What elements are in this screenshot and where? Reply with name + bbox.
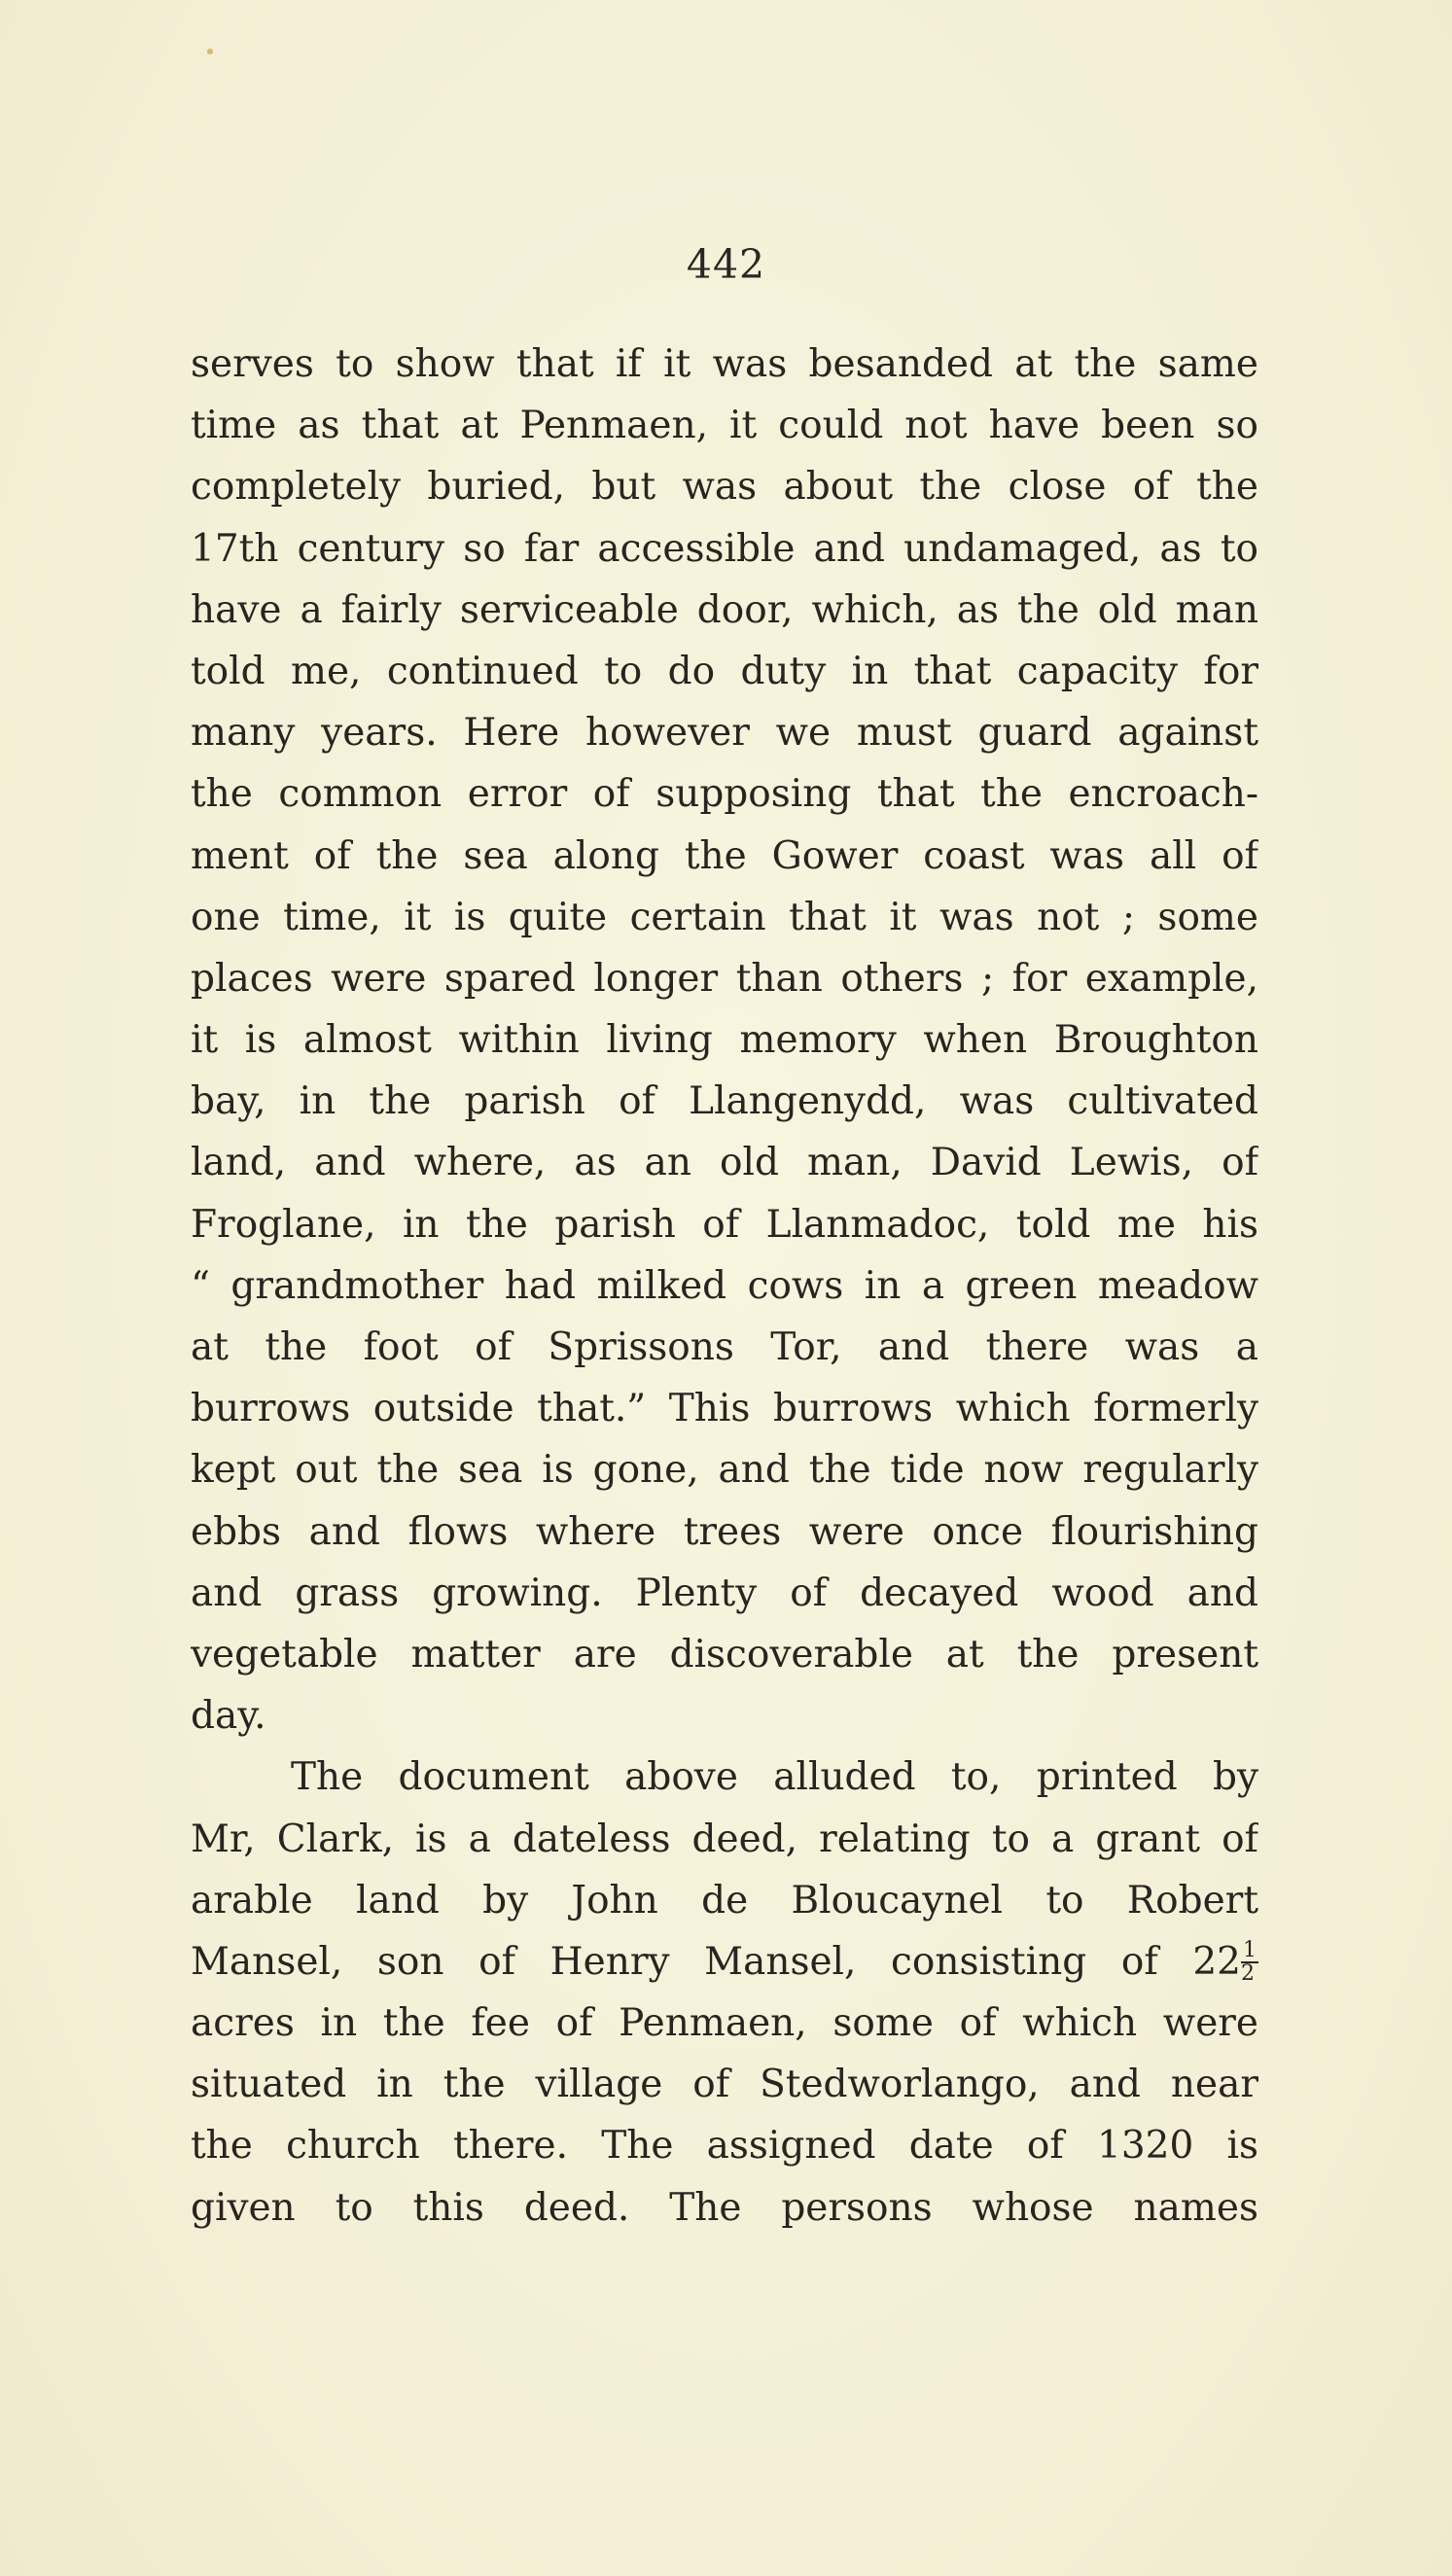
text-line-paragraph-end: day. — [191, 1694, 266, 1739]
text-line: given to this deed. The persons whose names — [191, 2185, 1258, 2230]
text-line: at the foot of Sprissons Tor, and there was a — [191, 1325, 1258, 1369]
fraction-denominator: 2 — [1241, 1960, 1255, 1986]
text-line: places were spared longer than others ; for example, — [191, 956, 1258, 1001]
text-line: vegetable matter are discoverable at the present — [191, 1632, 1258, 1676]
text-line: Mr, Clark, is a dateless deed, relating to a grant of — [191, 1817, 1258, 1861]
text-line: Froglane, in the parish of Llanmadoc, told me his — [191, 1202, 1258, 1247]
text-line: burrows outside that.” This burrows which formerly — [191, 1387, 1258, 1431]
text-line-paragraph-start: The document above alluded to, printed by — [291, 1755, 1258, 1800]
page-number: 442 — [686, 241, 766, 288]
text-line: ment of the sea along the Gower coast was all of — [191, 833, 1258, 878]
text-line: time as that at Penmaen, it could not have been so — [191, 404, 1258, 448]
text-line: the common error of supposing that the encroach- — [191, 772, 1258, 817]
text-line: have a fairly serviceable door, which, as the old man — [191, 587, 1258, 632]
text-line: told me, continued to do duty in that capacity for — [191, 649, 1258, 693]
text-line: one time, it is quite certain that it was not ; some — [191, 895, 1258, 939]
text-line-with-fraction — [191, 1931, 1258, 1993]
text-line: many years. Here however we must guard against — [191, 711, 1258, 756]
body-text — [191, 334, 1258, 2239]
fraction-one-half — [1241, 1937, 1258, 1986]
text-line: the church there. The assigned date of 1320 is — [191, 2124, 1258, 2169]
text-line: acres in the fee of Penmaen, some of which were — [191, 2001, 1258, 2046]
fraction-numerator: 1 — [1243, 1937, 1257, 1962]
paper-speck — [207, 49, 213, 54]
text-line: kept out the sea is gone, and the tide now regularly — [191, 1448, 1258, 1493]
text-line: land, and where, as an old man, David Lewis, of — [191, 1141, 1258, 1185]
text-line: situated in the village of Stedworlango, and near — [191, 2063, 1258, 2107]
text-line: “ grandmother had milked cows in a green meadow — [191, 1263, 1258, 1308]
text-line: it is almost within living memory when Broughton — [191, 1018, 1258, 1063]
text-line: ebbs and flows where trees were once flourishing — [191, 1509, 1258, 1554]
text-line: serves to show that if it was besanded at the same — [191, 342, 1258, 386]
text-line: 17th century so far accessible and undamaged, as to — [191, 526, 1258, 571]
text-segment: Mansel, son of Henry Mansel, consisting of 22 — [191, 1939, 1241, 1984]
text-line: arable land by John de Bloucaynel to Robert — [191, 1878, 1258, 1923]
text-line: completely buried, but was about the close of the — [191, 465, 1258, 510]
text-line: bay, in the parish of Llangenydd, was cultivated — [191, 1079, 1258, 1124]
text-line: and grass growing. Plenty of decayed wood and — [191, 1570, 1258, 1615]
